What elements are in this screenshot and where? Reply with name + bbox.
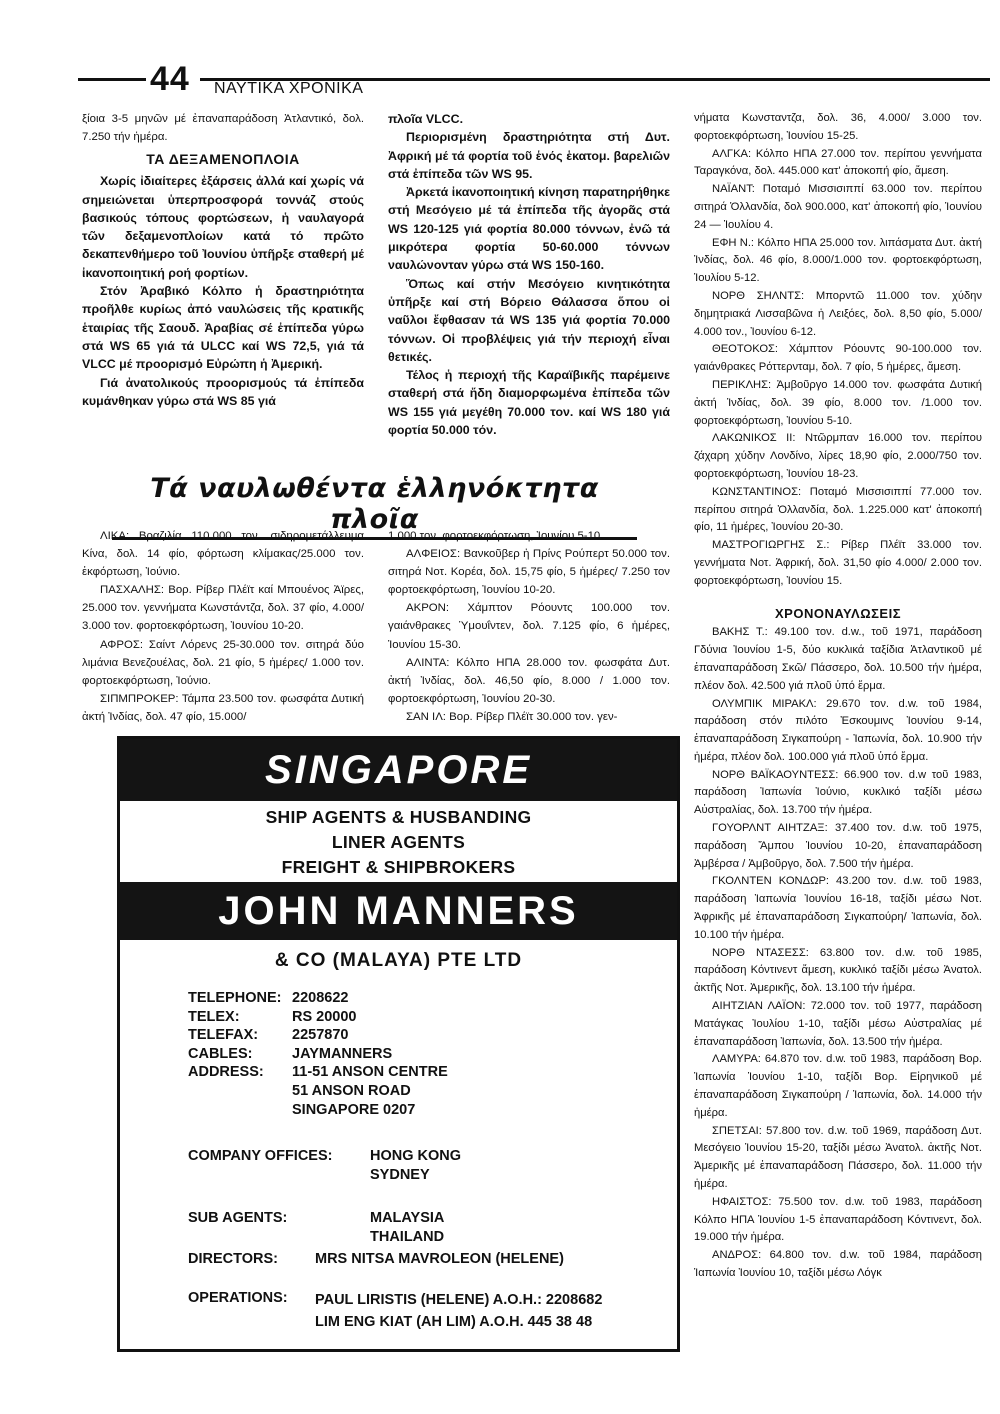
ad-operations-label: OPERATIONS:: [188, 1290, 288, 1306]
ad-contact-value: 2257870: [292, 1027, 349, 1044]
charter-entry: ΑΛΓΚΑ: Κόλπο ΗΠΑ 27.000 τον. περίπου γεννήματα Ταραγκόνα, δολ. 445.000 κατ' ἀποκοπή φίο, ἄμεση.: [694, 147, 982, 178]
timecharter-entry: ΑΝΔΡΟΣ: 64.800 τον. d.w. τοῦ 1984, παράδοση Ἰαπωνία Ἰουνίου 10, ταξίδι μέσω Λόγκ: [694, 1249, 982, 1279]
ad-address-line: SINGAPORE 0207: [292, 1101, 416, 1118]
ad-directors-label: DIRECTORS:: [188, 1251, 278, 1267]
intro-text: ξίοια 3-5 μηνῶν μέ ἐπαναπαράδοση Ἀτλαντικό, δολ. 7.250 τήν ἡμέρα.: [82, 113, 364, 144]
article-column-1: [82, 110, 364, 410]
timecharter-entry: ΒΑΚΗΣ Τ.: 49.100 τον. d.w., τοῦ 1971, παράδοση Γδύνια Ἰουνίου 1-5, δύο κυκλικά ταξίδια Ἀτλαντικοῦ μέ ἐπαναπαράδοση Σκῶ/ Πάσσερο, δολ. 10.500 τήν ἡμέρα, πλέον δολ. 42.500 γιά πλοῦ ὑπό ἔρμα.: [694, 626, 982, 692]
ad-operations-contact: LIM ENG KIAT (AH LIM) A.O.H. 445 38 48: [315, 1314, 593, 1330]
ad-subagent: THAILAND: [370, 1228, 445, 1245]
paragraph: Χωρίς ἰδιαίτερες ἐξάρσεις ἀλλά καί χωρίς νά σημειώνεται ὑπερπροσφορά τοννάζ στούς βασικούς τόπους φορτώσεων, ἡ ναυλαγορά τῶν δεξαμενοπλοίων κατά τό πρῶτο δεκαπενθήμερο τοῦ Ἰουνίου ὑπῆρξε σταθερή μέ ἰκανοποιητική ροή φορτίων.: [82, 174, 364, 280]
charter-entry: ΑΚΡΟΝ: Χάμπτον Ρόουντς 100.000 τον. γαιάνθρακες Ὑμουΐντεν, δολ. 7.125 φίο, 6 ἡμέρες, Ἰουνίου 15-30.: [388, 602, 670, 651]
ad-subagents: [370, 1209, 444, 1246]
timecharter-entry: ΟΛΥΜΠΙΚ ΜΙΡΑΚΛ: 29.670 τον. d.w. τοῦ 1984, παράδοση στόν πιλότο Ἐσκουμινς Ἰουνίου 9-14, ἐπαναπαράδοση Σιγκαπούρη - Ἰαπωνία, δολ. 10.900 τήν ἡμέρα, πλέον δολ. 100.000 γιά πλοῦ ὑπό ἔρμα.: [694, 697, 982, 763]
ad-company-banner: JOHN MANNERS: [120, 882, 677, 940]
timecharter-entry: ΛΑΜΥΡΑ: 64.870 τον. d.w. τοῦ 1983, παράδοση Βορ. Ἰαπωνία Ἰουνίου 1-10, ταξίδι Βορ. Εἰρηνικοῦ μέ ἐπαναπαράδοση Σιγκαπούρη / Ἰαπωνία, δολ. 14.000 τήν ἡμέρα.: [694, 1053, 982, 1119]
tankers-body: [82, 172, 364, 410]
ad-contact-labels: [188, 989, 281, 1082]
charter-entry: ΑΦΡΟΣ: Σαίντ Λόρενς 25-30.000 τον. σιτηρά δύο λιμάνια Βενεζουέλας, δολ. 21 φίο, 5 ἡμέρες/ 1.000 τον. φορτοεκφόρτωση, Ἰούνιο.: [82, 638, 364, 687]
charter-entry: ΛΑΚΩΝΙΚΟΣ ΙΙ: Ντῶρμπαν 16.000 τον. περίπου ζάχαρη χύδην Λονδίνο, λίρες 18,90 φίο, 2.000/750 τον. φορτοεκφόρτωση, Ἰουνίου 18-23.: [694, 432, 982, 480]
timecharter-entry: ΣΠΕΤΣΑΙ: 57.800 τον. d.w. τοῦ 1969, παράδοση Δυτ. Μεσόγειο Ἰουνίου 15-20, ταξίδι μέσω Ἀνατολ. ἀκτῆς Νοτ. Ἀμερικῆς μέ ἐπαναπαράδοση Πάσσερο, δολ. 11.000 τήν ἡμέρα.: [694, 1124, 982, 1191]
ad-company-subtitle: & CO (MALAYA) PTE LTD: [274, 950, 523, 971]
ad-service-line: LINER AGENTS: [331, 832, 466, 852]
article-column-3: [694, 110, 982, 1283]
ad-offices: [370, 1147, 461, 1184]
timecharter-heading: ΧΡΟΝΟΝΑΥΛΩΣΕΙΣ: [774, 605, 902, 621]
ad-services: [120, 801, 677, 880]
ad-address-line: 51 ANSON ROAD: [292, 1082, 411, 1099]
ad-contact-label: TELEX:: [188, 1008, 240, 1025]
ad-city-banner: SINGAPORE: [120, 739, 677, 801]
ad-contact-label: CABLES:: [188, 1045, 253, 1062]
ad-contact-label: TELEPHONE:: [188, 990, 282, 1006]
publication-title: ΝΑΥΤΙΚΑ ΧΡΟΝΙΚΑ: [214, 80, 364, 97]
charter-entry: ΚΩΝΣΤΑΝΤΙΝΟΣ: Ποταμό Μισσισιππί 77.000 τον. περίπου σιτηρά Ὁλλανδία, δολ. 1.225.000 κατ' ἀποκοπή φίο, 11 ἡμέρες, Ἰουνίου 20-30.: [694, 485, 982, 534]
charter-entry: ΑΛΦΕΙΟΣ: Βανκοῦβερ ἡ Πρίνς Ρούπερτ 50.000 τον. σιτηρά Νοτ. Κορέα, δολ. 15,75 φίο, 5 ἡμέρες/ 7.250 τον φορτοεκφόρτωση, Ἰουνίου 10-20.: [388, 548, 670, 597]
charter-entry: νήματα Κωνσταντζα, δολ. 36, 4.000/ 3.000 τον. φορτοεκφόρτωση, Ἰουνίου 15-25.: [694, 112, 982, 142]
ad-subagents-label: SUB AGENTS:: [188, 1210, 288, 1226]
paragraph: πλοῖα VLCC.: [388, 112, 464, 126]
ad-contact-value: 11-51 ANSON CENTRE: [292, 1064, 448, 1081]
page-number: 44: [146, 60, 194, 99]
header-rule-left: [78, 78, 150, 81]
ad-contact-value: RS 20000: [292, 1008, 357, 1025]
chartered-ships-title: Τά ναυλωθέντα ἑλληνόκτητα πλοῖα: [112, 473, 637, 540]
ad-contact-value: JAYMANNERS: [292, 1045, 393, 1062]
ad-subagent: MALAYSIA: [370, 1210, 445, 1226]
tankers-heading: ΤΑ ΔΕΞΑΜΕΝΟΠΛΟΙΑ: [146, 151, 300, 168]
timecharter-entry: ΝΟΡΘ ΝΤΑΣΕΣΣ: 63.800 τον. d.w. τοῦ 1985, παράδοση Κόντινεντ ἄμεση, κυκλικό ταξίδι μέσω Ἀνατολ. ἀκτῆς Νοτ. Ἀμερικῆς, δολ. 13.100 τήν ἡμέρα.: [694, 946, 982, 995]
ad-contact-label: TELEFAX:: [188, 1027, 259, 1044]
ad-operations-contact: PAUL LIRISTIS (HELENE) A.O.H.: 2208682: [315, 1292, 603, 1308]
ad-contact-values: [292, 989, 448, 1119]
ad-office: HONG KONG: [370, 1148, 462, 1164]
chartered-column-1: [82, 527, 364, 726]
john-manners-advertisement: [117, 736, 680, 1352]
timecharter-entry: ΑΙΗΤΖΙΑΝ ΛΑΪΟΝ: 72.000 τον. τοῦ 1977, παράδοση Ματάγκας Ἰουλίου 1-10, ταξίδι μέσω Αὐστραλίας μέ ἐπαναπαράδοση Ἰαπωνία, δολ. 13.500 τήν ἡμέρα.: [694, 1000, 982, 1048]
ad-service-line: FREIGHT & SHIPBROKERS: [281, 857, 516, 877]
charter-entry: ΕΦΗ Ν.: Κόλπο ΗΠΑ 25.000 τον. λιπάσματα Δυτ. ἀκτή Ἰνδίας, δολ. 46 φίο, 8.000/1.000 τον. φορτοεκφόρτωση, Ἰουλίου 5-12.: [694, 236, 982, 285]
timecharter-entry: ΝΟΡΘ ΒΑΪΚΑΟΥΝΤΕΣΣ: 66.900 τον. d.w τοῦ 1983, παράδοση Ἰαπωνία Ἰούνιο, κυκλικό ταξίδι μέσω Αὐστραλίας, δολ. 13.700 τήν ἡμέρα.: [694, 768, 982, 817]
paragraph: Ὅπως καί στήν Μεσόγειο κινητικότητα ὑπῆρξε καί στή Βόρειο Θάλασσα ὅπου οἱ ναῦλοι ἔφθασαν τά WS 135 γιά φορτία 70.000 τόννων. Οἱ προβλέψεις γιά τήν περιοχή εἶναι θετικές.: [388, 276, 670, 364]
ad-operations: [315, 1289, 602, 1333]
ad-contact-value: 2208622: [292, 990, 349, 1006]
charter-entry: ΣΑΝ ΙΛ: Βορ. Ρίβερ Πλέϊτ 30.000 τον. γεν-: [406, 710, 618, 723]
charter-entry: ΠΕΡΙΚΛΗΣ: Ἀμβοῦργο 14.000 τον. φωσφάτα Δυτική ἀκτή Ἰνδίας, δολ. 39 φίο, 8.000 τον. /1.000 τον. φορτοεκφόρτωση, Ἰουνίου 5-10.: [694, 378, 982, 427]
charter-entry: ΝΟΡΘ ΣΗΛΝΤΣ: Μπορντῶ 11.000 τον. χύδην δημητριακά Λισσαβῶνα ἡ Λειξόες, δολ. 8,50 φίο, 5.000/ 4.000 τον., Ἰουνίου 6-12.: [694, 289, 982, 338]
ad-office: SYDNEY: [370, 1166, 430, 1183]
charter-entry: ΠΑΣΧΑΛΗΣ: Βορ. Ρίβερ Πλέϊτ καί Μπουένος Ἀϊρες, 25.000 τον. γεννήματα Κωνστάντζα, δολ. 37 φίο, 4.000/ 3.000 τον. φορτοεκφόρτωση, Ἰουνίου 10-20.: [82, 584, 364, 633]
charter-entry: ΘΕΟΤΟΚΟΣ: Χάμπτον Ρόουντς 90-100.000 τον. γαιάνθρακες Ρόττερνταμ, δολ. 7 φίο, 5 ἡμέρες, ἄμεση.: [694, 343, 982, 374]
paragraph: Ἀρκετά ἰκανοποιητική κίνηση παρατηρήθηκε στή Μεσόγειο μέ τά ἐπίπεδα τῆς ἀγορᾶς στά WS 120-125 γιά φορτία 80.000 τόννων, ἐνῶ τά μικρότερα φορτία 50-60.000 τόννων ναυλώνονταν γύρω στά WS 150-160.: [388, 185, 670, 273]
charter-entry: ΣΙΠΜΠΡΟΚΕΡ: Τάμπα 23.500 τον. φωσφάτα Δυτική ἀκτή Ἰνδίας, δολ. 47 φίο, 15.000/: [82, 692, 364, 723]
timecharter-entry: ΗΦΑΙΣΤΟΣ: 75.500 τον. d.w. τοῦ 1983, παράδοση Κόλπο ΗΠΑ Ἰουνίου 1-5 ἐπαναπαράδοση Κόντινεντ, δολ. 19.000 τήν ἡμέρα.: [694, 1195, 982, 1244]
chartered-column-2: [388, 527, 670, 726]
paragraph: Περιορισμένη δραστηριότητα στή Δυτ. Ἀφρική μέ τά φορτία τοῦ ἑνός ἑκατομ. βαρελιῶν στά ἐπίπεδα τῶν WS 95.: [388, 130, 670, 181]
ad-service-line: SHIP AGENTS & HUSBANDING: [265, 807, 532, 827]
paragraph: Τέλος ἡ περιοχή τῆς Καραϊβικῆς παρέμεινε σταθερή στά ἤδη διαμορφωμένα ἐπίπεδα τῶν WS 155 γιά μεγέθη 70.000 τον. καί WS 180 γιά φορτία 50.000 τόν.: [388, 368, 670, 438]
paragraph: Γιά ἀνατολικούς προορισμούς τά ἐπίπεδα κυμάνθηκαν γύρω στά WS 85 γιά: [82, 375, 364, 408]
charter-entry: ΑΛΙΝΤΑ: Κόλπο ΗΠΑ 28.000 τον. φωσφάτα Δυτ. ἀκτή Ἰνδίας, δολ. 46,50 φίο, 8.000 / 1.000 τον. φορτοεκφόρτωση, Ἰουνίου 20-30.: [388, 656, 670, 705]
charter-entry: ΝΑΪΑΝΤ: Ποταμό Μισσισιππί 63.000 τον. περίπου σιτηρά Ὁλλανδία, δολ 900.000, κατ' ἀποκοπή φίο, Ἰουνίου 24 — Ἰουλίου 4.: [694, 183, 982, 231]
ad-contact-label: ADDRESS:: [188, 1064, 264, 1081]
article-column-2: [388, 110, 670, 439]
charter-entry: ΜΑΣΤΡΟΓΙΩΡΓΗΣ Σ.: Ρίβερ Πλέϊτ 33.000 τον. γεννήματα Νοτ. Ἀφρική, δολ. 31,50 φίο 4.000/ 2.000 τον. φορτοεκφόρτωση, Ἰουνίου 15.: [694, 539, 982, 587]
charter-entry: 1.000 τον. φορτοεκφόρτωση, Ἰουνίου 5-10.: [388, 530, 604, 542]
timecharter-entry: ΓΚΟΛΝΤΕΝ ΚΟΝΔΩΡ: 43.200 τον. d.w. τοῦ 1983, παράδοση Ἰαπωνία Ἰουνίου 16-18, ταξίδι μέσω Νοτ. Ἀφρικῆς μέ ἐπαναπαράδοση Σιγκαπούρη/ Ἰαπωνία, δολ. 10.100 τήν ἡμέρα.: [694, 875, 982, 941]
timecharter-entry: ΓΟΥΟΡΛΝΤ ΑΙΗΤΖΑΞ: 37.400 τον. d.w. τοῦ 1975, παράδοση Ἄμπου Ἰουνίου 10-20, ἐπαναπαράδοση Ἀμβέρσα / Ἀμβοῦργο, δολ. 7.500 τήν ἡμέρα.: [694, 822, 982, 870]
ad-offices-label: COMPANY OFFICES:: [188, 1148, 333, 1164]
paragraph: Στόν Ἀραβικό Κόλπο ἡ δραστηριότητα προῆλθε κυρίως ἀπό ναυλώσεις τῆς κρατικῆς ἑταιρίας τῆς Σαουδ. Ἀραβίας σέ ἐπίπεδα γύρω στά WS 65 γιά τά ULCC καί WS 72,5, γιά τά VLCC μέ προορισμό Εὐρώπη ἡ Ἀμερική.: [82, 284, 364, 372]
charter-entry: ΛΙΚΑ: Βραζιλία 110.000 τον. σιδηρομετάλλευμα Κίνα, δολ. 14 φίο, φόρτωση κλίμακας/25.000 τον. ἐκφόρτωση, Ἰούνιο.: [82, 530, 364, 579]
ad-directors: MRS NITSA MAVROLEON (HELENE): [315, 1251, 564, 1267]
